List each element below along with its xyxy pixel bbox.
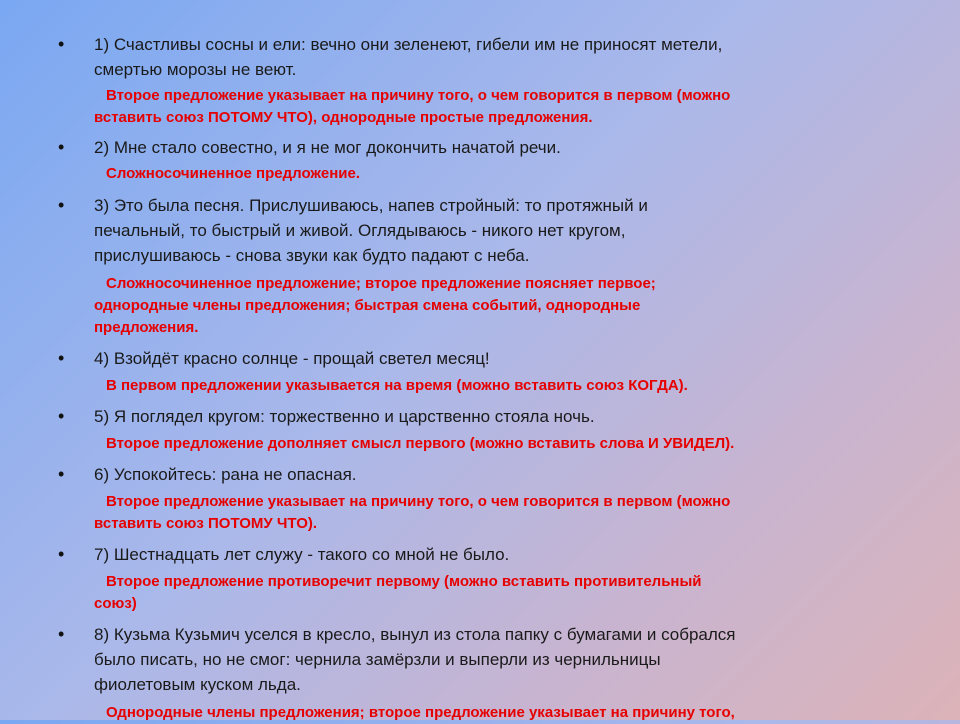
sentence-text: 6) Успокойтесь: рана не опасная. <box>94 465 357 484</box>
bullet-icon: • <box>58 137 65 157</box>
sentence-text: 4) Взойдёт красно солнце - прощай светел месяц! <box>94 349 490 368</box>
bullet-icon: • <box>58 464 65 484</box>
bullet-icon: • <box>58 624 65 644</box>
analysis-note: Второе предложение указывает на причину того, о чем говорится в первом (можно вставить союз ПОТОМУ ЧТО). <box>94 493 731 532</box>
bullet-icon: • <box>58 544 65 564</box>
bullet-icon: • <box>58 406 65 426</box>
sentence-text: 3) Это была песня. Прислушиваюсь, напев стройный: то протяжный и печальный, то быстрый и живой. Оглядываюсь - никого нет кругом, прислушиваюсь - снова звуки как будто падают с неба. <box>94 196 648 265</box>
analysis-note: Второе предложение указывает на причину того, о чем говорится в первом (можно вставить союз ПОТОМУ ЧТО), однородные простые предложения. <box>94 87 731 126</box>
analysis-note: Однородные члены предложения; второе предложение указывает на причину того, <box>106 704 735 721</box>
analysis-note: Сложносочиненное предложение. <box>106 165 360 182</box>
sentence-text: 7) Шестнадцать лет служу - такого со мной не было. <box>94 545 510 564</box>
sentence-text: 5) Я поглядел кругом: торжественно и царственно стояла ночь. <box>94 407 595 426</box>
analysis-note: Второе предложение противоречит первому (можно вставить противительный союз) <box>94 573 702 612</box>
sentence-text: 1) Счастливы сосны и ели: вечно они зеленеют, гибели им не приносят метели, смертью морозы не веют. <box>94 35 723 79</box>
bullet-icon: • <box>58 195 65 215</box>
bullet-icon: • <box>58 348 65 368</box>
sentence-text: 2) Мне стало совестно, и я не мог докончить начатой речи. <box>94 138 561 157</box>
bullet-icon: • <box>58 34 65 54</box>
analysis-note: Сложносочиненное предложение; второе предложение поясняет первое; однородные члены предложения; быстрая смена событий, однородные предложения. <box>94 275 656 336</box>
sentence-text: 8) Кузьма Кузьмич уселся в кресло, вынул из стола папку с бумагами и собрался было писать, но не смог: чернила замёрзли и выперли из чернильницы фиолетовым куском льда. <box>94 625 736 694</box>
analysis-note: Второе предложение дополняет смысл первого (можно вставить слова И УВИДЕЛ). <box>106 435 735 452</box>
analysis-note: В первом предложении указывается на время (можно вставить союз КОГДА). <box>106 377 688 394</box>
